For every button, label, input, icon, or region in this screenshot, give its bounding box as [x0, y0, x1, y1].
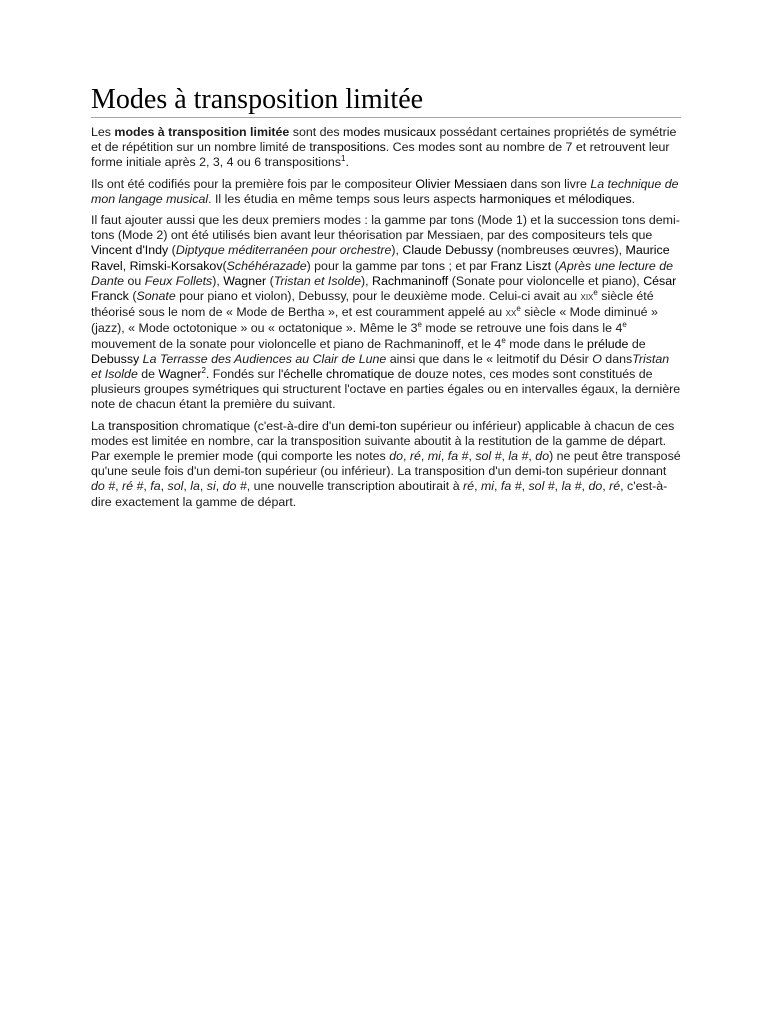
text: ou — [124, 273, 145, 288]
article — [91, 84, 681, 516]
paragraph-messiaen — [91, 177, 681, 207]
note-name: sol # — [528, 479, 555, 494]
note-name: ré — [463, 479, 475, 494]
text: , — [160, 479, 168, 494]
text: ) pour la gamme par tons ; et par — [306, 258, 491, 273]
link-prelude[interactable]: prélude — [587, 336, 629, 351]
text: La — [91, 418, 109, 433]
link-wagner-2[interactable]: Wagner — [158, 367, 202, 382]
note-name: la # — [508, 449, 529, 464]
work-title: Après une lecture de Dante — [91, 258, 673, 288]
text: dans — [601, 351, 633, 366]
note-name: si — [206, 479, 216, 494]
paragraph-history — [91, 213, 681, 413]
text: , — [602, 479, 610, 494]
link-wagner[interactable]: Wagner — [223, 273, 267, 288]
note-name: ré — [409, 449, 421, 464]
italic-text: O — [592, 351, 602, 366]
text: possédant certaines propriétés de symétrie et de répétition sur un nombre limité de — [91, 125, 677, 155]
note-name: fa # — [500, 479, 522, 494]
note-name: do — [535, 449, 550, 464]
reference-2[interactable]: 2 — [201, 366, 206, 376]
note-name: do — [588, 479, 603, 494]
link-demi-ton[interactable]: demi-ton — [348, 418, 397, 433]
text: , une nouvelle transcription aboutirait à — [246, 479, 464, 494]
text: ), — [391, 243, 403, 258]
text: ), — [361, 273, 373, 288]
text: . Fondés sur l' — [205, 367, 284, 382]
text: , — [521, 479, 529, 494]
text: sont des — [289, 125, 344, 139]
text: supérieur ou inférieur) applicable à chacun de ces modes est limitée en nombre, car la transposition suivante aboutit à la restitution de la gamme de départ. Par exemple le premier mode (qui comporte les notes — [91, 418, 675, 464]
text: , — [199, 479, 207, 494]
text: , — [403, 449, 410, 464]
link-franz-liszt[interactable]: Franz Liszt — [490, 258, 552, 273]
text: , — [115, 479, 123, 494]
work-title: La Terrasse des Audiences au Clair de Lune — [142, 351, 387, 366]
link-claude-debussy[interactable]: Claude Debussy — [402, 243, 494, 258]
link-cesar-franck[interactable]: César Franck — [91, 273, 677, 304]
superscript: e — [622, 320, 627, 330]
text: de — [628, 336, 646, 351]
text: mouvement de la sonate pour violoncelle et piano de Rachmaninoff, et le 4 — [91, 336, 502, 351]
note-name: do # — [91, 479, 116, 494]
text: ( — [266, 273, 274, 288]
link-echelle-chromatique[interactable]: échelle chromatique — [283, 367, 395, 382]
link-modes-musicaux[interactable]: modes musicaux — [343, 125, 437, 139]
note-name: fa # — [447, 449, 469, 464]
text: pour piano et violon), Debussy, pour le deuxième mode. Celui-ci avait au — [175, 289, 581, 304]
text: mode se retrouve une fois dans le 4 — [421, 321, 623, 336]
text: , — [215, 479, 223, 494]
note-name: ré — [609, 479, 621, 494]
link-debussy[interactable]: Debussy — [91, 351, 140, 366]
link-vincent-dindy[interactable]: Vincent d'Indy — [91, 243, 169, 258]
text: ) ne peut être transposé qu'une seule fois d'un demi-ton supérieur (ou inférieur). La transposition d'un demi-ton supérieur donnant — [91, 449, 681, 479]
term-bold: modes à transposition limitée — [114, 125, 290, 139]
text: , — [440, 449, 448, 464]
superscript: e — [417, 320, 422, 330]
text: , — [474, 479, 481, 494]
text: , — [468, 449, 476, 464]
text: ( — [168, 243, 176, 258]
text: ( — [222, 258, 227, 273]
text: et — [551, 191, 569, 206]
text: . — [345, 155, 349, 170]
paragraph-transposition — [91, 419, 681, 510]
work-title: Schéhérazade — [226, 258, 307, 273]
text: , — [122, 258, 130, 273]
text: ( — [128, 289, 137, 304]
book-title: La technique de mon langage musical — [91, 176, 679, 206]
text: Il faut ajouter aussi que les deux premiers modes : la gamme par tons (Mode 1) et la succession tons demi-tons (Mode 2) ont été utilisés bien avant leur théorisation par Messiaen, par des compositeurs tels que — [91, 213, 680, 243]
text: chromatique (c'est-à-dire d'un — [178, 418, 349, 433]
text: de douze notes, ces modes sont constitués de plusieurs groupes symétriques qui structurent l'octave en parties égales ou en intervalles égaux, la dernière note de chacun étant la première du suivant. — [91, 367, 681, 412]
text: , — [494, 479, 501, 494]
work-title: Tristan et Isolde — [91, 351, 670, 382]
note-name: la — [190, 479, 200, 494]
text: , — [528, 449, 536, 464]
text: Ils ont été codifiés pour la première fois par le compositeur — [91, 176, 416, 191]
text: ), — [212, 273, 224, 288]
text: (Sonate pour violoncelle et piano), — [448, 273, 644, 288]
reference-1[interactable]: 1 — [341, 154, 346, 164]
link-transposition[interactable]: transposition — [108, 418, 179, 433]
text: . Il les étudia en même temps sous leurs aspects — [208, 191, 480, 206]
text: , — [420, 449, 428, 464]
text: ( — [551, 258, 559, 273]
page-title: Modes à transposition limitée — [91, 84, 681, 118]
note-name: mi — [427, 449, 441, 464]
link-rachmaninoff[interactable]: Rachmaninoff — [372, 273, 449, 288]
text: ainsi que dans le « leitmotif du Désir — [386, 351, 593, 366]
work-title: Diptyque méditerranéen pour orchestre — [175, 243, 392, 258]
text: , — [183, 479, 191, 494]
link-olivier-messiaen[interactable]: Olivier Messiaen — [415, 176, 507, 191]
note-name: fa — [150, 479, 161, 494]
superscript: e — [593, 288, 598, 298]
text: . Ces modes sont au nombre de 7 et retrouvent leur forme initiale après 2, 3, 4 ou 6 transpositions — [91, 140, 670, 170]
work-title: Feux Follets — [144, 273, 213, 288]
note-name: sol — [167, 479, 184, 494]
text: , — [554, 479, 562, 494]
century-numeral: xix — [580, 291, 594, 304]
note-name: do # — [222, 479, 247, 494]
note-name: la # — [561, 479, 582, 494]
text: Les — [91, 125, 115, 139]
text: siècle été théorisé sous le nom de « Mode de Bertha », et est couramment appelé au — [91, 289, 654, 320]
note-name: do — [389, 449, 403, 464]
link-melodiques[interactable]: mélodiques — [568, 191, 632, 206]
note-name: sol # — [475, 449, 502, 464]
paragraph-intro — [91, 125, 681, 171]
text: dans son livre — [506, 176, 591, 191]
text: , — [501, 449, 509, 464]
text: , — [581, 479, 589, 494]
text: mode dans le — [505, 336, 588, 351]
superscript: e — [516, 304, 521, 314]
text: . — [631, 191, 636, 206]
text: , c'est-à-dire exactement la gamme de départ. — [91, 479, 668, 509]
text: siècle « Mode diminué » (jazz), « Mode octotonique » ou « octatonique ». Même le 3 — [91, 305, 658, 336]
text: , — [143, 479, 151, 494]
link-harmoniques[interactable]: harmoniques — [479, 191, 552, 206]
note-name: ré # — [122, 479, 144, 494]
century-numeral: xx — [505, 307, 517, 320]
work-title: Sonate — [136, 289, 176, 304]
text: de — [137, 367, 159, 382]
text: (nombreuses œuvres), — [493, 243, 626, 258]
note-name: mi — [480, 479, 495, 494]
superscript: e — [501, 335, 506, 345]
work-title: Tristan et Isolde — [273, 273, 361, 288]
link-maurice-ravel[interactable]: Maurice Ravel — [91, 243, 670, 273]
link-rimski-korsakov[interactable]: Rimski-Korsakov — [129, 258, 223, 273]
link-transpositions[interactable]: transpositions — [309, 140, 386, 155]
